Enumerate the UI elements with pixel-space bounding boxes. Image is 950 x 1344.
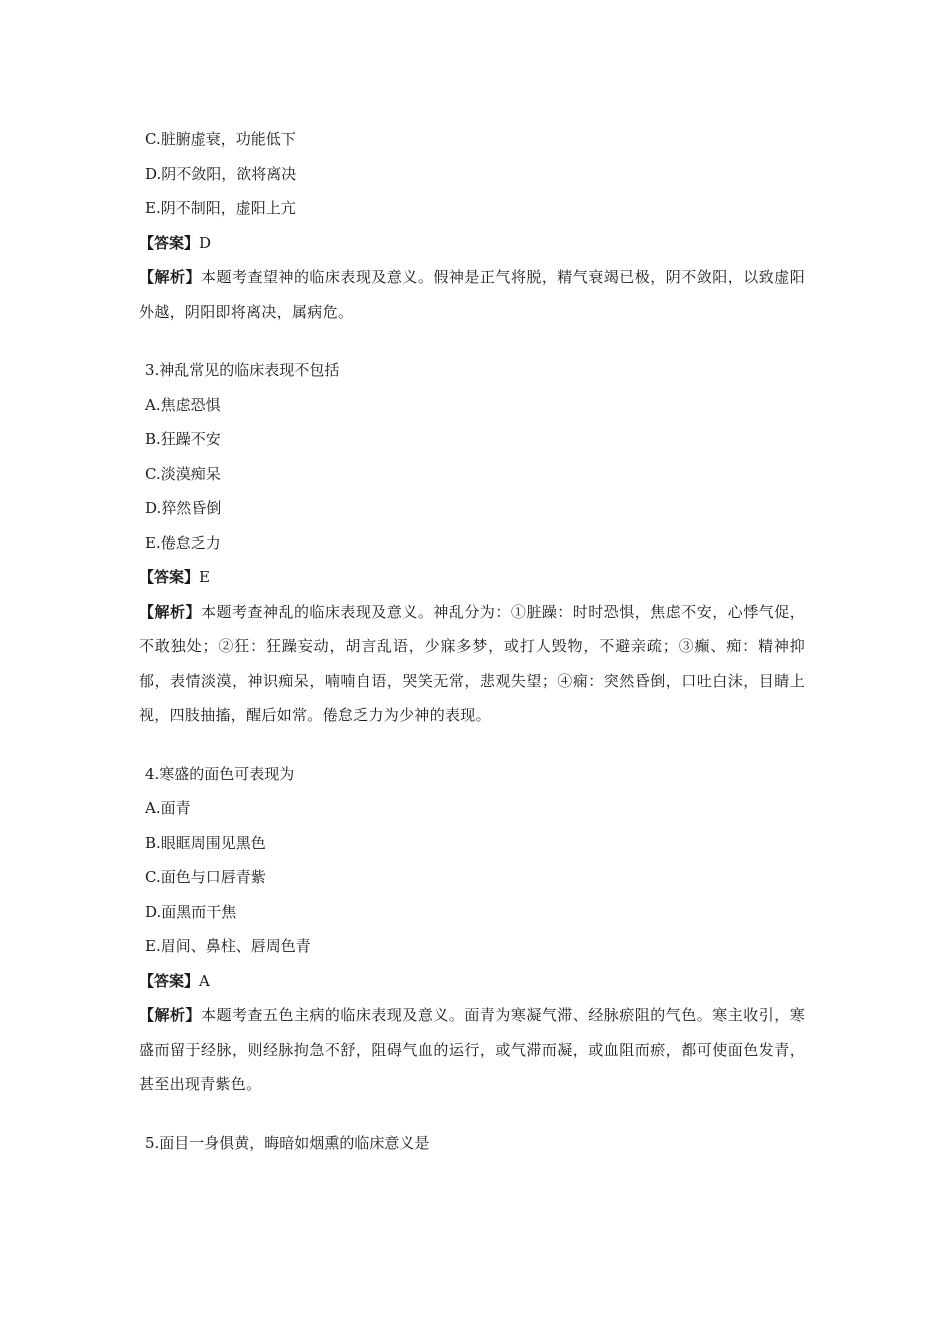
- q2-option-c: C.脏腑虚衰，功能低下: [145, 130, 296, 148]
- q4-answer-tag: 【答案】: [139, 971, 200, 990]
- q3-option-a: A.焦虑恐惧: [145, 395, 221, 414]
- q4-option-e: E.眉间、鼻柱、唇周色青: [145, 937, 311, 955]
- q4-option-c: C.面色与口唇青紫: [145, 868, 266, 886]
- q4-option-a: A.面青: [145, 799, 191, 817]
- document-content: [139, 122, 805, 1160]
- q3-analysis-tag: 【解析】: [139, 602, 201, 621]
- q4-answer: [139, 964, 805, 999]
- q4-question: 4.寒盛的面色可表现为: [145, 764, 295, 783]
- q3-question: 3.神乱常见的临床表现不包括: [145, 361, 340, 379]
- q3-answer: [139, 560, 805, 595]
- q3-option-e: E.倦怠乏力: [145, 533, 221, 552]
- q3-option-c: C.淡漠痴呆: [145, 464, 221, 483]
- q2-answer-tag: 【答案】: [139, 233, 200, 252]
- q2-option-d: D.阴不敛阳，欲将离决: [145, 164, 297, 183]
- q2-analysis-text: 本题考查望神的临床表现及意义。假神是正气将脱，精气衰竭已极，阴不敛阳，以致虚阳外越，阴阳即将离决，属病危。: [139, 268, 805, 321]
- q3-answer-tag: 【答案】: [139, 568, 200, 586]
- q2-analysis: [139, 260, 805, 329]
- q3-option-b: B.狂躁不安: [145, 430, 221, 448]
- q3-answer-value: E: [199, 568, 210, 586]
- q2-analysis-tag: 【解析】: [139, 268, 201, 286]
- q4-option-b: B.眼眶周围见黑色: [145, 833, 266, 852]
- q2-answer-value: D: [199, 233, 212, 252]
- q2-answer: [139, 226, 805, 261]
- q4-analysis-text: 本题考查五色主病的临床表现及意义。面青为寒凝气滞、经脉瘀阻的气色。寒主收引，寒盛而留于经脉，则经脉拘急不舒，阻碍气血的运行，或气滞而凝，或血阻而瘀，都可使面色发青，甚至出现青紫色。: [139, 1006, 805, 1093]
- q5-question: 5.面目一身俱黄，晦暗如烟熏的临床意义是: [145, 1133, 430, 1152]
- q4-analysis-tag: 【解析】: [139, 1006, 201, 1024]
- q3-option-d: D.猝然昏倒: [145, 499, 222, 517]
- q2-option-e: E.阴不制阳，虚阳上亢: [145, 199, 296, 217]
- q4-analysis: [139, 998, 805, 1102]
- q4-answer-value: A: [199, 971, 210, 990]
- q4-option-d: D.面黑而干焦: [145, 902, 237, 921]
- q3-analysis-text: 本题考查神乱的临床表现及意义。神乱分为：①脏躁：时时恐惧，焦虑不安，心悸气促，不敢独处；②狂：狂躁妄动，胡言乱语，少寐多梦，或打人毁物，不避亲疏；③癫、痴：精神抑郁，表情淡漠，神识痴呆，喃喃自语，哭笑无常，悲观失望；④痫：突然昏倒，口吐白沫，目睛上视，四肢抽搐，醒后如常。倦怠乏力为少神的表现。: [139, 602, 805, 724]
- q3-analysis: [139, 595, 805, 733]
